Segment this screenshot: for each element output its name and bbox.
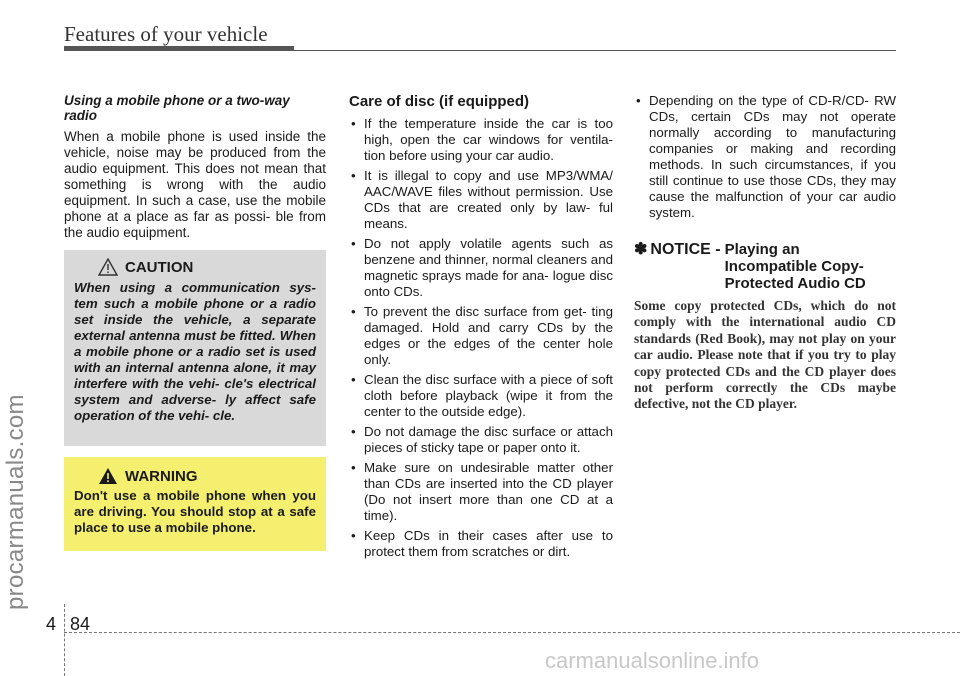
list-item — [349, 528, 613, 560]
chapter-number: 4 — [46, 614, 57, 634]
footer-divider-vertical — [64, 604, 65, 676]
column-left — [64, 93, 326, 241]
list-item — [349, 460, 613, 524]
list-item-text: It is illegal to copy and use MP3/WMA/ AAC/WAVE files without permission. Use CDs that are created only by law- ful means. — [364, 168, 613, 231]
list-item-text: Clean the disc surface with a piece of soft cloth before playback (wipe it from the center to the outside edge). — [364, 372, 613, 419]
list-item-text: Do not damage the disc surface or attach pieces of sticky tape or paper onto it. — [364, 424, 613, 455]
side-watermark: procarmanuals.com — [2, 394, 29, 610]
list-item-text: Keep CDs in their cases after use to protect them from scratches or dirt. — [364, 528, 613, 559]
bullet-glyph: • — [351, 424, 356, 439]
care-of-disc-title: Care of disc (if equipped) — [349, 93, 530, 110]
notice-label: NOTICE - — [650, 241, 721, 258]
warning-text: Don't use a mobile phone when you are driving. You should stop at a safe place to use a mobile phone. — [74, 488, 316, 535]
column-middle — [349, 93, 613, 564]
caution-title: CAUTION — [125, 258, 194, 276]
warning-triangle-icon — [98, 467, 118, 485]
bullet-glyph: • — [351, 372, 356, 387]
cd-type-list — [634, 93, 896, 221]
list-item — [349, 304, 613, 368]
list-item-text: If the temperature inside the car is too high, open the car windows for ventila- tion before using your car audio. — [364, 116, 613, 163]
bullet-glyph: • — [351, 528, 356, 543]
bullet-glyph: • — [351, 236, 356, 251]
bullet-glyph: • — [351, 304, 356, 319]
warning-box — [64, 457, 326, 551]
bullet-glyph: • — [351, 168, 356, 183]
caution-text: When using a communication sys- tem such a mobile phone or a radio set inside the vehicle, a separate external antenna must be fitted. When a mobile phone or a radio set is used with an internal antenna alone, it may interfere with the vehi- cle's electrical system and adverse- ly affect safe operation of the vehi- cle. — [74, 280, 316, 423]
mobile-phone-subheading: Using a mobile phone or a two-way radio — [64, 93, 290, 123]
bullet-glyph: • — [351, 116, 356, 131]
notice-star-icon: ✽ — [634, 241, 648, 258]
list-item-text: Depending on the type of CD-R/CD- RW CDs, certain CDs may not operate normally according to manufacturing companies or making and recording methods. In such circumstances, if you still continue to use those CDs, they may cause the malfunction of your car audio system. — [649, 93, 896, 220]
page-number: 84 — [70, 614, 91, 634]
list-item — [349, 116, 613, 164]
list-item — [349, 236, 613, 300]
header-rule — [64, 50, 896, 51]
page-header-title: Features of your vehicle — [64, 22, 268, 46]
notice-text: Some copy protected CDs, which do not comply with the international audio CD standards (Red Book), may not play on your car audio. Please note that if you try to play copy protected CDs and the CD player does not perform correctly the CDs maybe defective, not the CD player. — [634, 298, 896, 412]
bullet-glyph: • — [351, 460, 356, 475]
list-item-text: Make sure on undesirable matter other than CDs are inserted into the CD player (Do not insert more than one CD at a time). — [364, 460, 613, 523]
list-item — [349, 424, 613, 456]
care-of-disc-list — [349, 116, 613, 560]
caution-box — [64, 250, 326, 446]
caution-triangle-icon — [98, 258, 118, 276]
list-item-text: Do not apply volatile agents such as benzene and thinner, normal cleaners and magnetic sprays made for ana- logue disc onto CDs. — [364, 236, 613, 299]
list-item — [349, 372, 613, 420]
list-item-text: To prevent the disc surface from get- ting damaged. Hold and carry CDs by the edges or the edges of the center hole only. — [364, 304, 613, 367]
warning-title: WARNING — [125, 467, 198, 485]
bullet-glyph: • — [636, 93, 641, 108]
notice-subtitle: Playing an Incompatible Copy-Protected Audio CD — [724, 241, 866, 292]
column-right — [634, 93, 896, 413]
mobile-phone-body: When a mobile phone is used inside the vehicle, noise may be produced from the audio equipment. This does not mean that something is wrong with the audio equipment. In such a case, use the mobile phone at a place as far as possi- ble from the audio equipment. — [64, 129, 326, 240]
notice-heading — [634, 241, 896, 292]
footer-rule — [64, 632, 960, 633]
list-item — [634, 93, 896, 221]
footer-watermark: carmanualsonline.info — [545, 648, 760, 673]
list-item — [349, 168, 613, 232]
